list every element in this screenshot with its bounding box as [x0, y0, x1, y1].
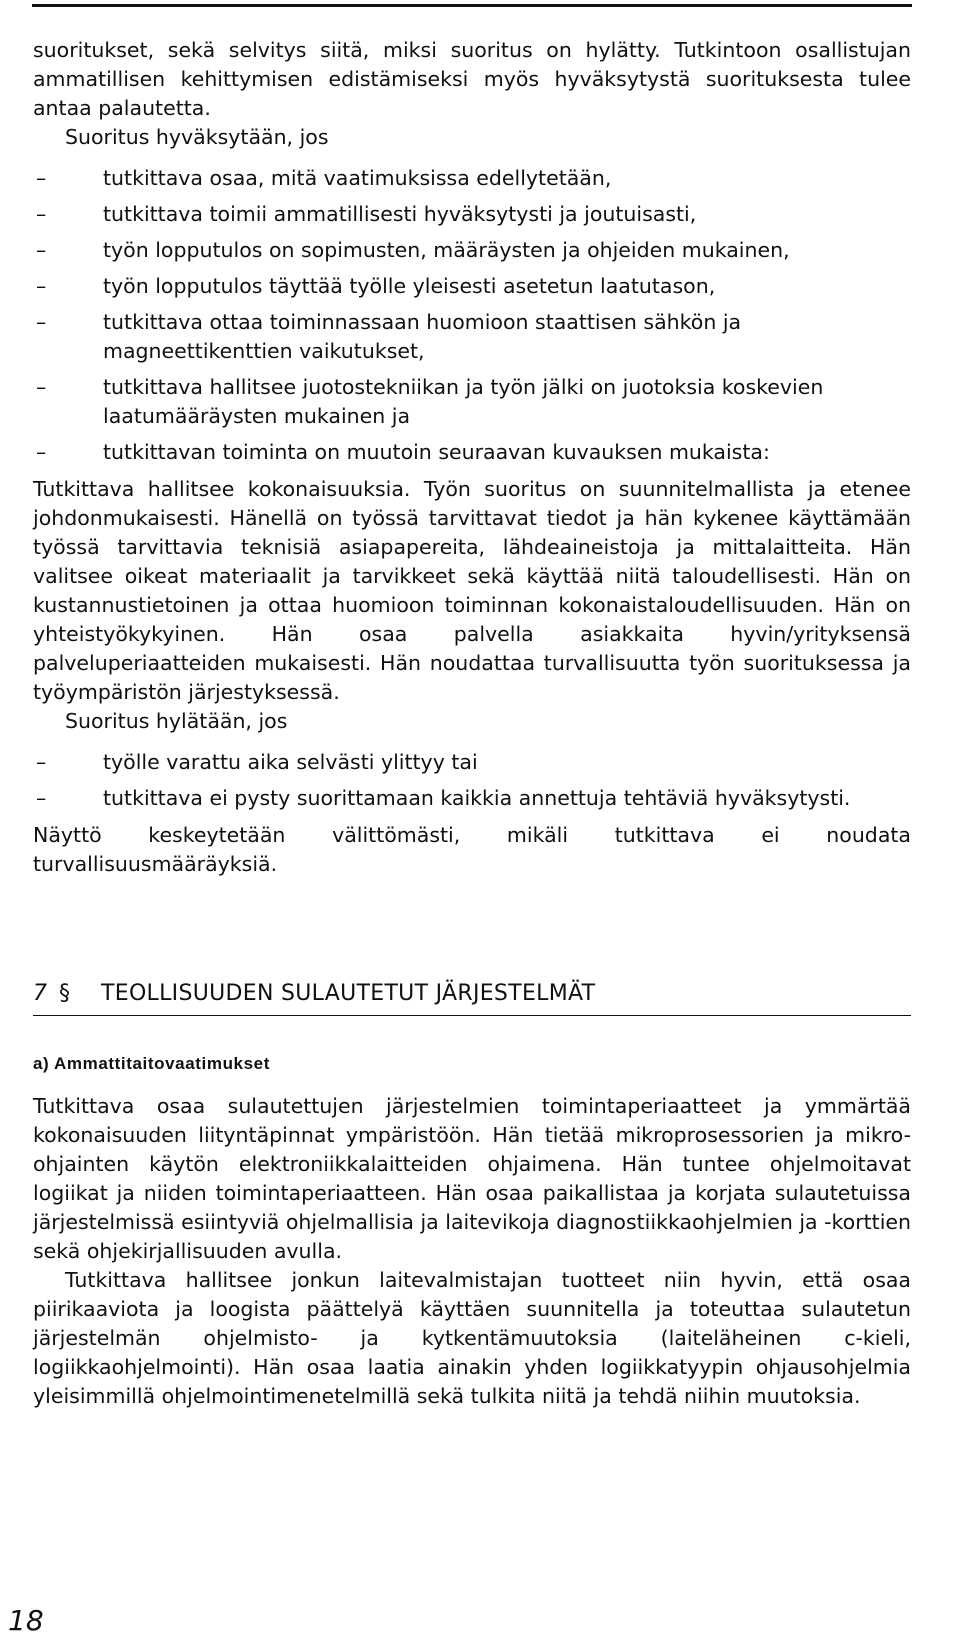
reject-intro: Suoritus hylätään, jos — [65, 709, 288, 733]
dash-marker: – — [36, 202, 47, 226]
dash-marker: – — [36, 375, 47, 399]
description-paragraph: Tutkittava hallitsee kokonaisuuksia. Työn suoritus on suunnitelmallista ja etenee johdonmukaisesti. Hänellä on työssä tarvittavat tiedot ja hän kykenee käyttämään työssä tarvittavia teknisiä asiapapereita, lähdeaineistoja ja mittalaitteita. Hän valitsee oikeat materiaalit ja tarvikkeet sekä käyttää niitä taloudellisesti. Hän on kustannustietoinen ja ottaa huomioon toiminnan kokonaistaloudellisuuden. Hän on yhteistyökykyinen. Hän osaa palvella asiakkaita hyvin/yrityksensä palveluperiaatteiden mukaisesti. Hän noudattaa turvallisuutta työn suorituksessa ja työympäristön järjestyksessä. — [33, 477, 911, 704]
list-item — [33, 748, 911, 777]
reject-criteria-list — [33, 748, 911, 813]
dash-marker: – — [36, 274, 47, 298]
accept-criteria-list — [33, 164, 911, 467]
list-item-text: työn lopputulos on sopimusten, määräysten ja ohjeiden mukainen, — [103, 238, 790, 262]
list-item-text: tutkittava hallitsee juotostekniikan ja työn jälki on juotoksia koskevien laatumääräysten mukainen ja — [103, 375, 824, 428]
page-number: 18 — [8, 1604, 44, 1637]
top-rule — [32, 4, 912, 7]
dash-marker: – — [36, 786, 47, 810]
list-item-text: työn lopputulos täyttää työlle yleisesti asetetun laatutason, — [103, 274, 716, 298]
list-item-text: tutkittava ottaa toiminnassaan huomioon staattisen sähkön ja magneettikenttien vaikutukset, — [103, 310, 742, 363]
dash-marker: – — [36, 166, 47, 190]
dash-marker: – — [36, 750, 47, 774]
list-item-text: tutkittava ei pysty suorittamaan kaikkia annettuja tehtäviä hyväksytysti. — [103, 786, 851, 810]
requirements-paragraph: Tutkittava osaa sulautettujen järjestelmien toimintaperiaatteet ja ymmärtää kokonaisuuden liityntäpinnat ympäristöön. Hän tietää mikroprosessorien ja mikro-ohjainten käytön elektroniikkalaitteiden ohjaimena. Hän tuntee ohjelmoitavat logiikat ja niiden toimintaperiaatteen. Hän osaa paikallistaa ja korjata sulautetuissa järjestelmissä esiintyviä ohjelmallisia ja laitevikoja diagnostiikkaohjelmien ja -korttien sekä ohjekirjallisuuden avulla. — [33, 1094, 912, 1263]
dash-marker: – — [36, 310, 47, 334]
list-item — [33, 373, 911, 431]
requirements-paragraph: Tutkittava hallitsee jonkun laitevalmistajan tuotteet niin hyvin, että osaa piirikaaviota ja loogista päättelyä käyttäen suunnitella ja toteuttaa sulautetun järjestelmän ohjelmisto- ja kytkentämuutoksia (laiteläheinen c-kieli, logiikkaohjelmointi). Hän osaa laatia ainakin yhden logiikkatyypin ohjausohjelmia yleisimmillä ohjelmointimenetelmillä sekä tulkita niitä ja tehdä niihin muutoksia. — [33, 1268, 911, 1408]
list-item — [33, 236, 911, 265]
dash-marker: – — [36, 440, 47, 464]
list-item-text: tutkittava toimii ammatillisesti hyväksytysti ja joutuisasti, — [103, 202, 697, 226]
accept-intro: Suoritus hyväksytään, jos — [65, 125, 329, 149]
document-body — [33, 36, 911, 1411]
list-item — [33, 164, 911, 193]
list-item-text: tutkittavan toiminta on muutoin seuraavan kuvauksen mukaista: — [103, 440, 770, 464]
section-title: TEOLLISUUDEN SULAUTETUT JÄRJESTELMÄT — [101, 981, 596, 1006]
dash-marker: – — [36, 238, 47, 262]
interrupt-paragraph: Näyttö keskeytetään välittömästi, mikäli tutkittava ei noudata turvallisuusmääräyksiä. — [33, 823, 911, 876]
list-item-text: työlle varattu aika selvästi ylittyy tai — [103, 750, 478, 774]
top-paragraph: suoritukset, sekä selvitys siitä, miksi suoritus on hylätty. Tutkintoon osallistujan ammatillisen kehittymisen edistämiseksi myös hyväksytystä suorituksesta tulee antaa palautetta. — [33, 38, 911, 120]
list-item — [33, 200, 911, 229]
list-item — [33, 438, 911, 467]
section-sign: § — [59, 981, 71, 1006]
section-heading — [33, 979, 911, 1016]
list-item — [33, 784, 911, 813]
section-number: 7 — [33, 981, 48, 1006]
list-item-text: tutkittava osaa, mitä vaatimuksissa edellytetään, — [103, 166, 612, 190]
list-item — [33, 308, 911, 366]
list-item — [33, 272, 911, 301]
subsection-heading: a) Ammattitaitovaatimukset — [33, 1054, 270, 1073]
